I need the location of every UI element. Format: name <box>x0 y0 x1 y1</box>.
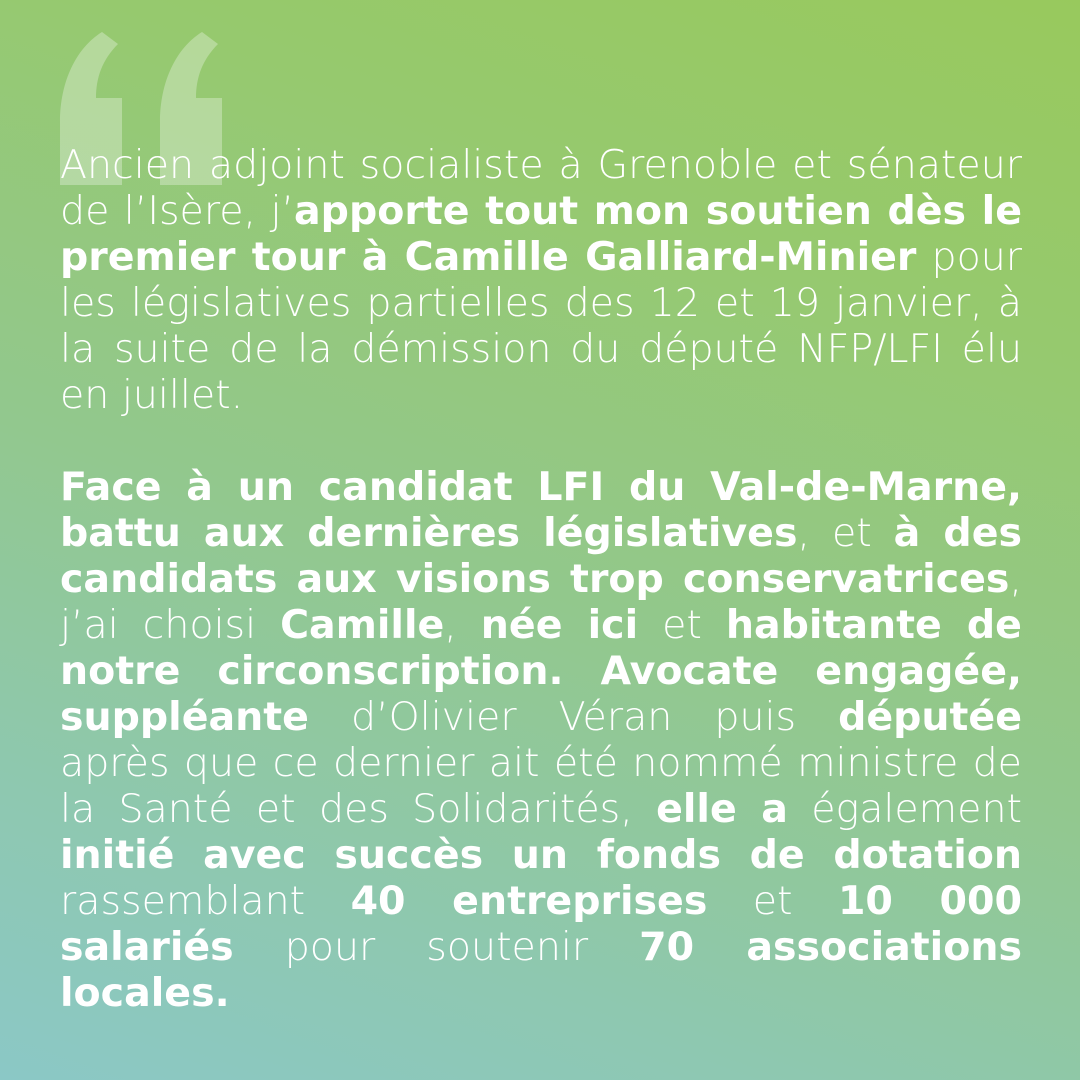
quote-segment: , <box>444 602 481 648</box>
quote-emphasis: née ici <box>480 602 639 648</box>
quote-text <box>60 142 1022 1016</box>
quote-emphasis: Face à un candidat LFI du Val-de-Marne, battu aux dernières législatives <box>60 464 1022 556</box>
quote-segment: , j’ai choisi <box>60 556 1022 648</box>
quote-segment: après que ce dernier ait été nommé ministre de la Santé et des Solidarités, <box>60 740 1022 832</box>
quote-emphasis: apporte tout mon soutien dès le premier tour à Camille Galliard-Minier <box>60 188 1023 280</box>
quote-emphasis: 40 entreprises <box>350 878 708 924</box>
quote-segment: pour soutenir <box>233 924 640 970</box>
quote-segment: également <box>787 786 1022 832</box>
quote-emphasis: Camille <box>280 602 445 648</box>
quote-segment: pour les législatives partielles des 12 et 19 janvier, à la suite de la démission du député NFP/LFI élu en juillet. <box>60 234 1023 418</box>
quote-segment: rassemblant <box>60 878 351 924</box>
quote-emphasis: 10 000 salariés <box>60 878 1022 970</box>
quote-emphasis: initié avec succès un fonds de dotation <box>60 832 1022 878</box>
quote-segment: et <box>638 602 726 648</box>
quote-paragraph <box>60 464 1022 1016</box>
quote-emphasis: habitante de notre circonscription. Avocate engagée, suppléante <box>60 602 1022 740</box>
quote-segment: , et <box>797 510 894 556</box>
quote-paragraph <box>60 142 1022 418</box>
quote-emphasis: à des candidats aux visions trop conservatrices <box>60 510 1022 602</box>
quote-emphasis: 70 associations locales. <box>60 924 1022 1016</box>
quote-emphasis: députée <box>838 694 1022 740</box>
quote-segment: et <box>707 878 838 924</box>
quote-segment: Ancien adjoint socialiste à Grenoble et sénateur de l’Isère, j’ <box>60 142 1022 234</box>
quote-emphasis: elle a <box>656 786 788 832</box>
quote-segment: d’Olivier Véran puis <box>308 694 839 740</box>
